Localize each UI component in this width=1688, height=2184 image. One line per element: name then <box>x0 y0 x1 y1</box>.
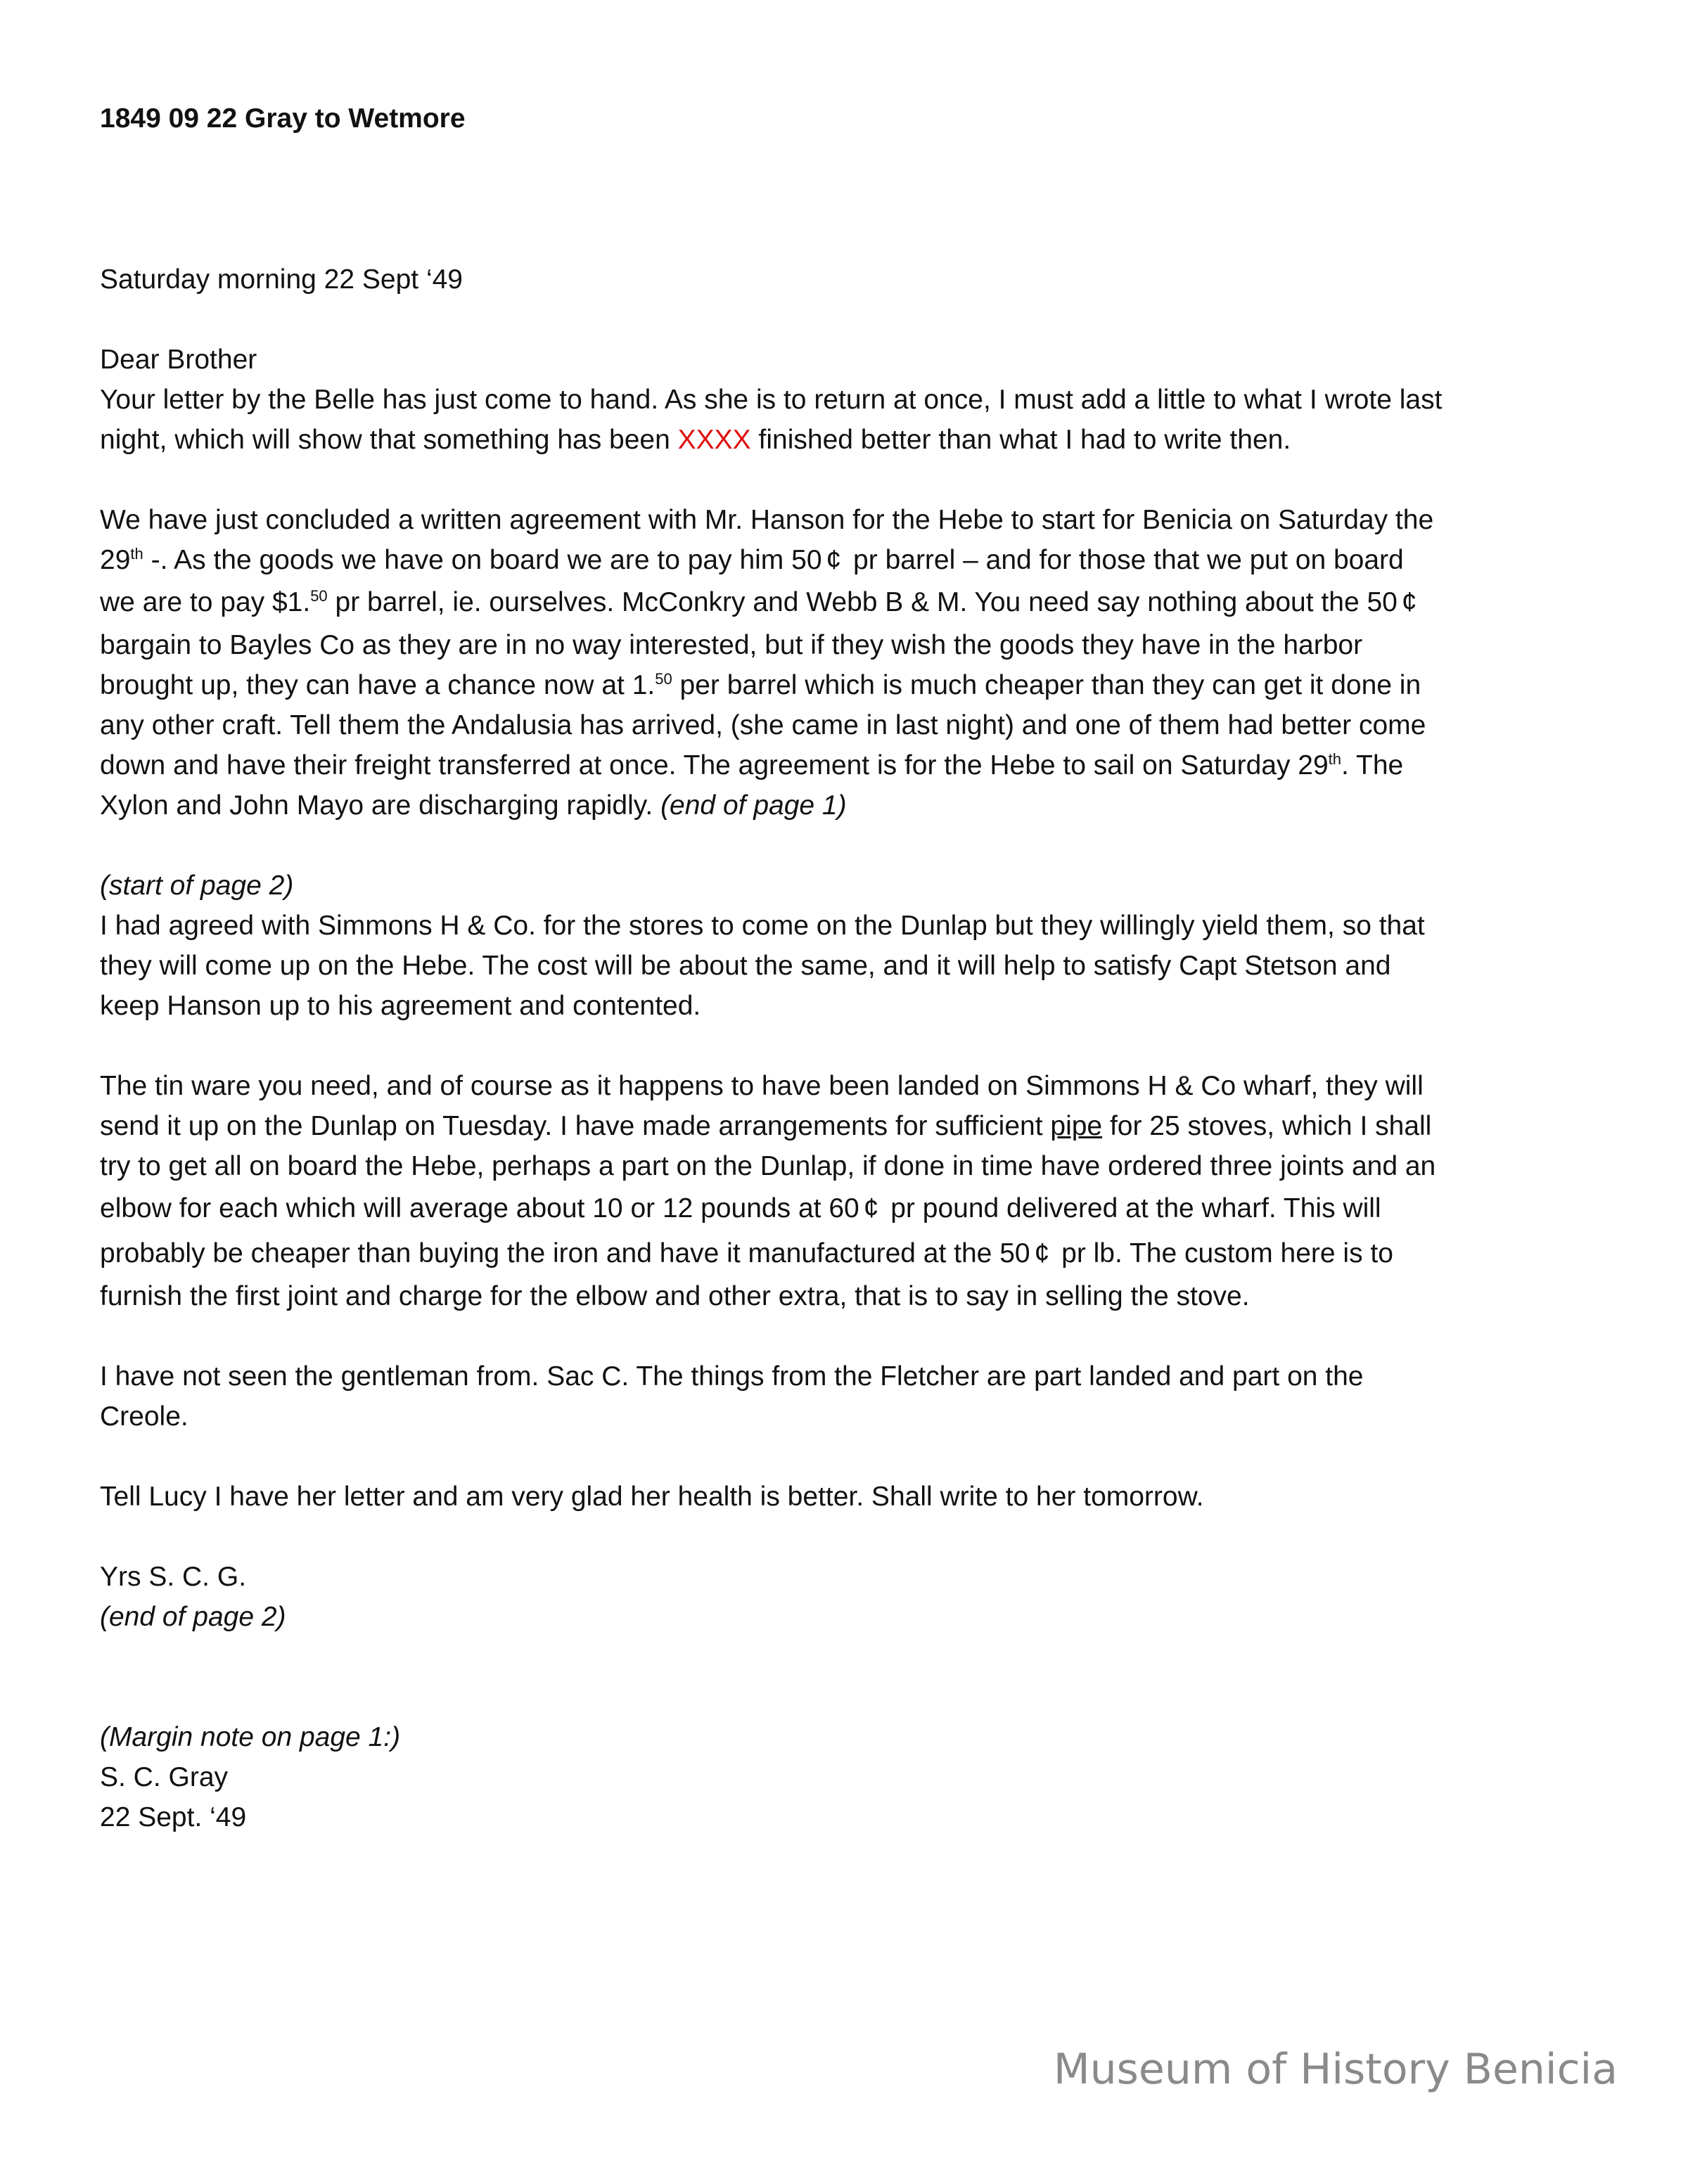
paragraph-2 <box>100 500 1612 826</box>
paragraph-line: keep Hanson up to his agreement and contented. <box>100 991 701 1021</box>
paragraph-line: we are to pay $1.50 pr barrel, ie. ourselves. McConkry and Webb B & M. You need say nothing about the 50 ¢ <box>100 580 1612 625</box>
paragraph-line: bargain to Bayles Co as they are in no way interested, but if they wish the goods they have in the harbor <box>100 630 1363 660</box>
museum-watermark: Museum of History Benicia <box>1053 2045 1618 2094</box>
struck-text: XXXX <box>677 425 751 455</box>
margin-note <box>100 1717 1612 1837</box>
salutation: Dear Brother <box>100 345 257 375</box>
paragraph-line: brought up, they can have a chance now at 1.50 per barrel which is much cheaper than they can get it done in <box>100 670 1421 700</box>
spacer <box>100 1637 1612 1717</box>
paragraph-6: Tell Lucy I have her letter and am very glad her health is better. Shall write to her tomorrow. <box>100 1482 1204 1512</box>
paragraph-1 <box>100 340 1612 460</box>
paragraph-line: send it up on the Dunlap on Tuesday. I have made arrangements for sufficient pipe for 25 stoves, which I shall <box>100 1111 1432 1141</box>
paragraph-3 <box>100 866 1612 1026</box>
paragraph-line: night, which will show that something has been XXXX finished better than what I had to write then. <box>100 425 1291 455</box>
closing <box>100 1557 1612 1637</box>
page-end-note: (end of page 1) <box>660 790 847 821</box>
paragraph-line: Creole. <box>100 1401 188 1432</box>
letter-transcription <box>100 98 1612 1837</box>
dateline: Saturday morning 22 Sept ‘49 <box>100 264 463 295</box>
paragraph-line: try to get all on board the Hebe, perhaps a part on the Dunlap, if done in time have ordered three joints and an <box>100 1151 1436 1181</box>
underlined-word: pipe <box>1050 1111 1103 1141</box>
cent-symbol: ¢ <box>826 545 842 575</box>
paragraph-5 <box>100 1356 1612 1437</box>
page-start-note: (start of page 2) <box>100 871 294 901</box>
document-title: 1849 09 22 Gray to Wetmore <box>100 103 466 134</box>
paragraph-line: 29th -. As the goods we have on board we are to pay him 50 ¢ pr barrel – and for those that we put on board <box>100 540 1612 580</box>
margin-note-name: S. C. Gray <box>100 1762 229 1792</box>
paragraph-line: down and have their freight transferred at once. The agreement is for the Hebe to sail on Saturday 29th. The <box>100 750 1404 781</box>
paragraph-line: elbow for each which will average about 10 or 12 pounds at 60 ¢ pr pound delivered at the wharf. This will <box>100 1186 1612 1231</box>
spacer <box>100 139 1612 259</box>
cent-symbol: ¢ <box>1401 587 1417 617</box>
paragraph-line: any other craft. Tell them the Andalusia has arrived, (she came in last night) and one of them had better come <box>100 710 1426 740</box>
paragraph-line: they will come up on the Hebe. The cost will be about the same, and it will help to satisfy Capt Stetson and <box>100 951 1391 981</box>
paragraph-line: I had agreed with Simmons H & Co. for the stores to come on the Dunlap but they willingly yield them, so that <box>100 911 1425 941</box>
paragraph-line: probably be cheaper than buying the iron and have it manufactured at the 50 ¢ pr lb. The custom here is to <box>100 1231 1612 1276</box>
paragraph-line: furnish the first joint and charge for the elbow and other extra, that is to say in selling the stove. <box>100 1281 1250 1311</box>
page-end-note: (end of page 2) <box>100 1602 286 1632</box>
paragraph-line: I have not seen the gentleman from. Sac C. The things from the Fletcher are part landed and part on the <box>100 1361 1364 1392</box>
margin-note-label: (Margin note on page 1:) <box>100 1722 401 1752</box>
cent-symbol: ¢ <box>863 1193 879 1223</box>
cent-symbol: ¢ <box>1034 1238 1050 1268</box>
margin-note-date: 22 Sept. ‘49 <box>100 1802 247 1832</box>
signature: Yrs S. C. G. <box>100 1562 247 1592</box>
paragraph-line: The tin ware you need, and of course as it happens to have been landed on Simmons H & Co wharf, they will <box>100 1071 1424 1101</box>
paragraph-line: We have just concluded a written agreement with Mr. Hanson for the Hebe to start for Benicia on Saturday the <box>100 505 1434 535</box>
paragraph-line: Xylon and John Mayo are discharging rapidly. (end of page 1) <box>100 790 847 821</box>
paragraph-4 <box>100 1066 1612 1316</box>
paragraph-line: Your letter by the Belle has just come to hand. As she is to return at once, I must add a little to what I wrote last <box>100 385 1443 415</box>
